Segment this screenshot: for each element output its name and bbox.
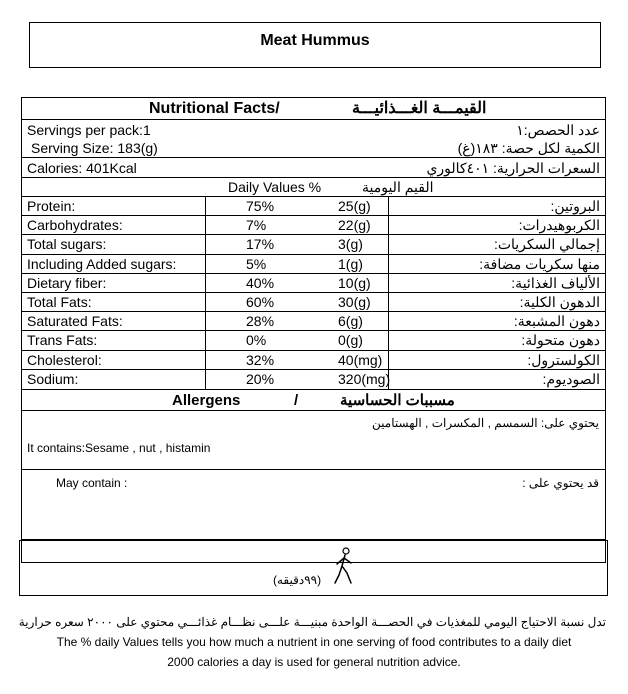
servings-en: Servings per pack:1 (27, 122, 151, 138)
servings-row (22, 121, 605, 139)
daily-values-row (22, 178, 605, 197)
nutrient-daily-pct: 0% (246, 332, 267, 349)
nutrient-daily-pct: 28% (246, 313, 275, 330)
product-title: Meat Hummus (260, 32, 370, 49)
nutrient-name-ar: إجمالي السكريات: (493, 236, 600, 253)
allergens-header-row (22, 389, 605, 411)
nutrient-name-en: Total Fats: (27, 294, 92, 310)
serving-size-ar: الكمية لكل حصة: ١٨٣(غ) (457, 140, 600, 156)
nutrient-daily-pct: 17% (246, 236, 275, 253)
serving-size-en: Serving Size: 183(g) (31, 140, 158, 156)
nutrient-name-ar: الدهون الكلية: (519, 294, 600, 310)
nutrient-daily-pct: 60% (246, 294, 275, 310)
nutrient-daily-pct: 20% (246, 370, 275, 387)
nutrient-amount: 6(g) (338, 313, 363, 330)
nutrient-name-ar: الألياف الغذائية: (511, 274, 600, 291)
allergens-header-ar: مسببات الحساسية (340, 392, 455, 409)
nutrient-row (22, 274, 605, 293)
may-contain-ar: قد يحتوي على : (522, 476, 599, 490)
nutrient-daily-pct: 75% (246, 198, 275, 214)
calories-row (22, 158, 605, 178)
nutrient-name-en: Saturated Fats: (27, 313, 123, 330)
allergens-header-slash: / (294, 392, 299, 409)
facts-header-ar: القيمـــة الغـــذائيـــة (352, 100, 487, 117)
footer-ar: تدل نسبة الاحتياج اليومي للمغذيات في الحصـــة الواحدة مبنيـــة علـــى نظـــام غذائـــي محتوي على ٢٠٠٠ سعره حرارية (18, 615, 606, 629)
allergens-contains-box (22, 411, 605, 470)
nutrient-name-ar: الكربوهيدرات: (518, 217, 600, 234)
nutrient-daily-pct: 40% (246, 274, 275, 291)
nutrient-row (22, 235, 605, 254)
contains-ar: يحتوي على: السمسم , المكسرات , الهستامين (372, 416, 599, 430)
footer-en-line1: The % daily Values tells you how much a nutrient in one serving of food contributes to a daily diet (56, 635, 572, 649)
walking-person-icon (331, 547, 357, 590)
nutrient-name-ar: دهون المشبعة: (513, 313, 600, 330)
nutrient-name-ar: الكولسترول: (527, 351, 600, 368)
nutrient-name-en: Protein: (27, 198, 76, 214)
nutrition-facts-panel (21, 97, 606, 563)
nutrient-amount: 40(mg) (338, 351, 383, 368)
nutrient-amount: 22(g) (338, 217, 371, 234)
serving-size-row (22, 139, 605, 158)
nutrient-row (22, 255, 605, 274)
may-contain-box (22, 470, 605, 540)
nutrient-amount: 10(g) (338, 274, 371, 291)
nutrient-name-ar: البروتين: (550, 198, 600, 214)
nutrient-name-en: Dietary fiber: (27, 274, 107, 291)
nutrient-name-en: Cholesterol: (27, 351, 102, 368)
nutrient-row (22, 370, 605, 389)
footer-note (0, 614, 628, 672)
contains-en: It contains:Sesame , nut , histamin (27, 441, 211, 455)
facts-header-en: Nutritional Facts/ (149, 100, 280, 117)
activity-box (19, 540, 608, 596)
allergens-header-en: Allergens (172, 392, 241, 409)
nutrient-name-en: Total sugars: (27, 236, 107, 253)
nutrient-name-en: Trans Fats: (27, 332, 98, 349)
footer-en-line2: 2000 calories a day is used for general nutrition advice. (167, 655, 461, 669)
nutrient-name-ar: منها سكريات مضافة: (479, 255, 600, 272)
product-title-box (29, 22, 601, 68)
nutrient-row (22, 312, 605, 331)
daily-values-en: Daily Values % (228, 179, 322, 195)
nutrient-amount: 0(g) (338, 332, 363, 349)
activity-duration: (٩٩دقيقه) (273, 573, 322, 587)
nutrient-name-ar: الصوديوم: (542, 370, 600, 387)
facts-header-row (22, 98, 605, 120)
nutrient-amount: 30(g) (338, 294, 371, 310)
calories-ar: السعرات الحرارية: ٤٠١كالوري (426, 160, 600, 176)
daily-values-ar: القيم اليومية (362, 179, 434, 195)
servings-ar: عدد الحصص:١ (516, 122, 600, 138)
nutrient-row (22, 331, 605, 350)
calories-en: Calories: 401Kcal (27, 160, 137, 176)
nutrient-amount: 3(g) (338, 236, 363, 253)
nutrient-row (22, 293, 605, 312)
nutrient-amount: 25(g) (338, 198, 371, 214)
nutrient-name-en: Sodium: (27, 370, 79, 387)
nutrient-amount: 1(g) (338, 255, 363, 272)
nutrient-daily-pct: 7% (246, 217, 267, 234)
nutrient-row (22, 351, 605, 370)
nutrient-daily-pct: 32% (246, 351, 275, 368)
nutrient-daily-pct: 5% (246, 255, 267, 272)
nutrient-name-en: Carbohydrates: (27, 217, 123, 234)
nutrient-amount: 320(mg) (338, 370, 391, 387)
nutrient-name-ar: دهون متحولة: (521, 332, 600, 349)
nutrient-row (22, 197, 605, 216)
nutrient-row (22, 216, 605, 235)
nutrient-name-en: Including Added sugars: (27, 255, 177, 272)
may-contain-en: May contain : (56, 476, 128, 490)
